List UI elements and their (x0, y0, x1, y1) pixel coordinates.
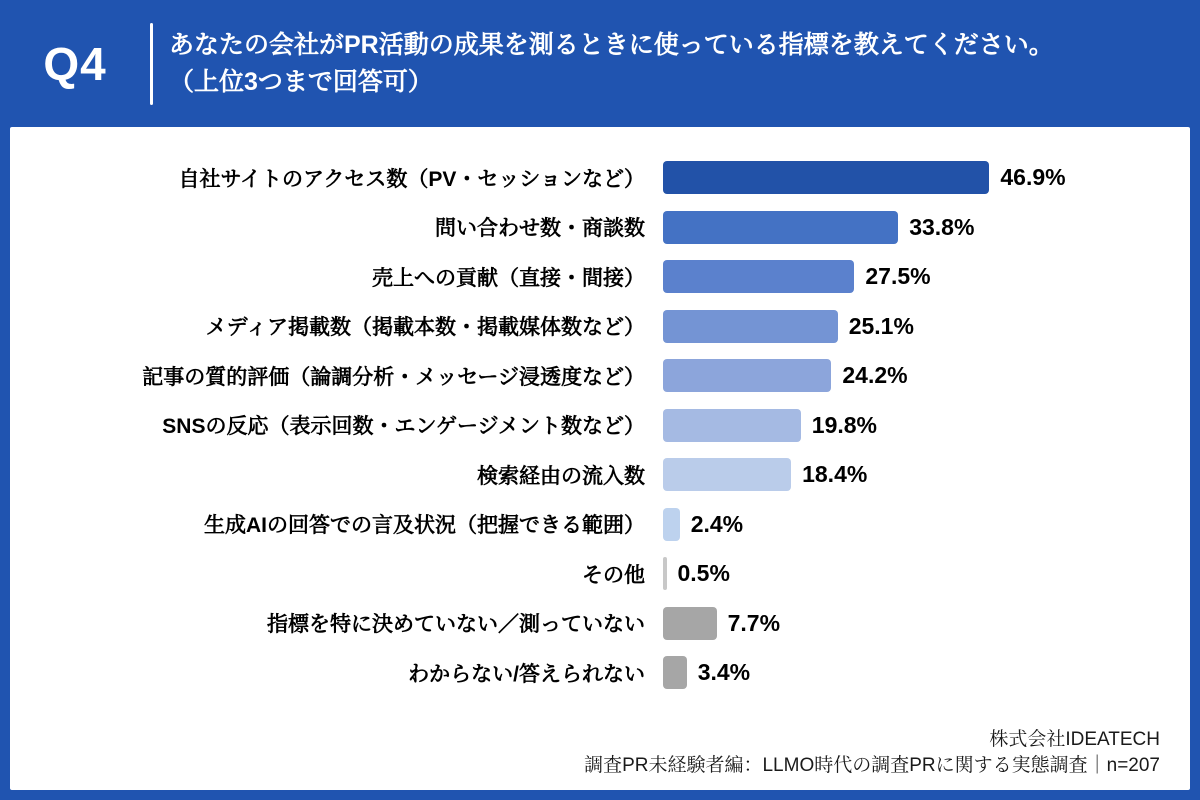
bar-label: SNSの反応（表示回数・エンゲージメント数など） (162, 415, 645, 439)
bar-value: 18.4% (802, 461, 868, 488)
source-note (584, 727, 1160, 780)
bar-value: 7.7% (727, 609, 781, 636)
bar (663, 557, 667, 590)
question-line1: あなたの会社がPR活動の成果を測るときに使っている指標を教えてください。 (169, 31, 1054, 60)
header-divider (150, 23, 153, 105)
bar-label: 自社サイトのアクセス数（PV・セッションなど） (178, 167, 645, 191)
chart-panel (10, 127, 1190, 790)
bar-track (663, 310, 1190, 343)
bar (663, 508, 680, 541)
chart-row (10, 302, 1190, 352)
question-line2: （上位3つまで回答可） (169, 67, 433, 96)
bar-chart (10, 153, 1190, 698)
bar (663, 458, 791, 491)
bar-track (663, 557, 1190, 590)
chart-row (10, 599, 1190, 649)
bar-value: 0.5% (677, 560, 730, 587)
bar (663, 607, 717, 640)
bar-value: 3.4% (697, 659, 751, 686)
bar-label: 売上への貢献（直接・間接） (372, 266, 645, 290)
bar (663, 359, 831, 392)
question-text (169, 27, 1054, 100)
chart-row (10, 549, 1190, 599)
chart-row (10, 351, 1190, 401)
question-number: Q4 (43, 37, 107, 90)
bar-value: 46.9% (1000, 164, 1066, 191)
bar-track (663, 607, 1190, 640)
chart-row (10, 500, 1190, 550)
chart-row (10, 203, 1190, 253)
bar-track (663, 409, 1190, 442)
bar-value: 27.5% (865, 263, 931, 290)
chart-row (10, 252, 1190, 302)
bar (663, 310, 838, 343)
bar-value: 25.1% (848, 312, 914, 339)
bar-track (663, 260, 1190, 293)
bar-track (663, 656, 1190, 689)
bar-label: 問い合わせ数・商談数 (435, 217, 645, 241)
bar (663, 211, 898, 244)
bar-track (663, 359, 1190, 392)
bar-label: 検索経由の流入数 (477, 464, 645, 488)
bar-track (663, 508, 1190, 541)
bar-value: 33.8% (909, 213, 975, 240)
bar-label: 指標を特に決めていない／測っていない (267, 613, 645, 637)
bar-value: 24.2% (842, 362, 908, 389)
bar-track (663, 211, 1190, 244)
chart-row (10, 401, 1190, 451)
bar-value: 19.8% (811, 411, 878, 438)
bar (663, 656, 687, 689)
bar (663, 409, 801, 442)
bar-label: その他 (582, 563, 645, 587)
bar-label: 生成AIの回答での言及状況（把握できる範囲） (204, 514, 645, 538)
bar (663, 260, 854, 293)
chart-row (10, 153, 1190, 203)
bar-label: わからない/答えられない (408, 662, 645, 686)
bar (663, 161, 989, 194)
company-name: 株式会社IDEATECH (989, 728, 1160, 750)
bar-label: 記事の質的評価（論調分析・メッセージ浸透度など） (142, 365, 645, 389)
survey-title: 調査PR未経験者編：LLMO時代の調査PRに関する実態調査｜n=207 (584, 755, 1160, 777)
chart-row (10, 450, 1190, 500)
question-header (0, 0, 1200, 127)
bar-track (663, 161, 1190, 194)
chart-row (10, 648, 1190, 698)
bar-label: メディア掲載数（掲載本数・掲載媒体数など） (205, 316, 645, 340)
bar-track (663, 458, 1190, 491)
bar-value: 2.4% (690, 510, 744, 537)
